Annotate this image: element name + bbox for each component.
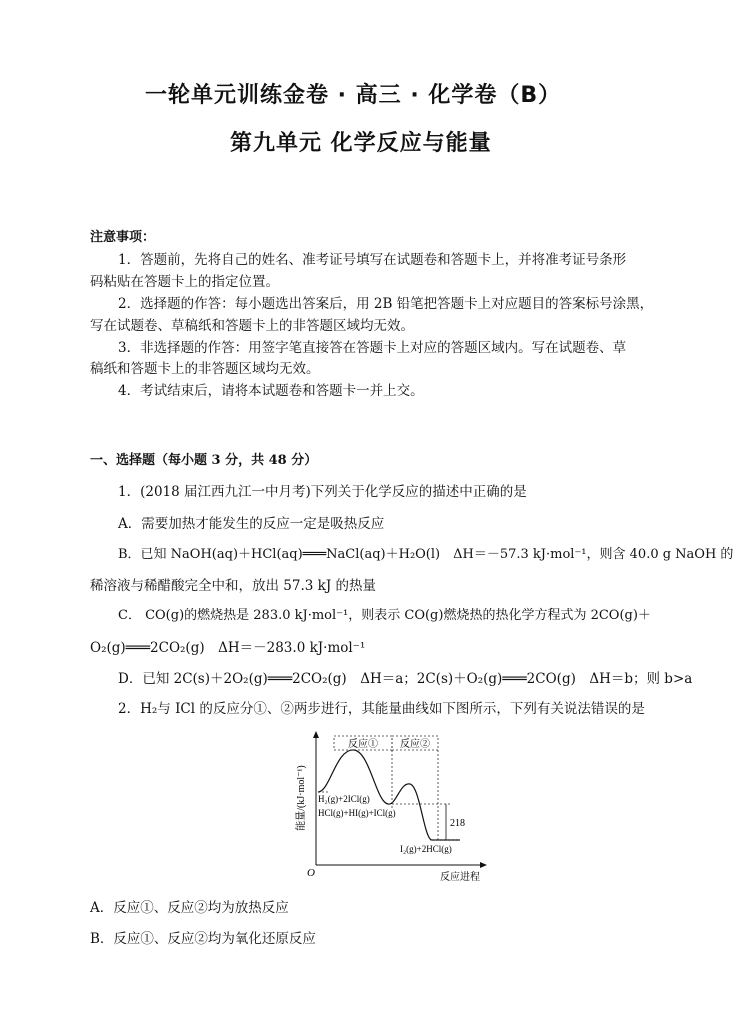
page-title: 一轮单元训练金卷 · 高三 · 化学卷（B） <box>145 83 562 108</box>
notes-heading: 注意事项： <box>90 230 156 245</box>
level2-label: HCl(g)+HI(g)+ICl(g) <box>318 808 396 818</box>
level3-label: I₂(g)+2HCl(g) <box>400 844 452 854</box>
note-line-4: 写在试题卷、草稿纸和答题卡上的非答题区域均无效。 <box>90 318 414 334</box>
q1-option-b-line2: 稀溶液与稀醋酸完全中和，放出 57.3 kJ 的热量 <box>90 578 377 594</box>
y-axis-label: 能量/(kJ·mol⁻¹) <box>296 765 307 831</box>
note-line-6: 稿纸和答题卡上的非答题区域均无效。 <box>90 361 320 377</box>
note-line-7: 4．考试结束后，请将本试题卷和答题卡一并上交。 <box>118 383 424 399</box>
q1-option-d: D．已知 2C(s)＋2O₂(g)═══2CO₂(g) ΔH＝a；2C(s)＋O₂(g)═══2CO(g) ΔH＝b；则 b>a <box>118 671 693 687</box>
step2-label: 反应② <box>400 739 430 750</box>
origin-label: O <box>307 867 315 879</box>
level1-label: H₂(g)+2ICl(g) <box>318 794 370 804</box>
unit-title: 第九单元 化学反应与能量 <box>230 131 492 156</box>
delta-label: 218 <box>450 818 465 829</box>
q2-option-a: A．反应①、反应②均为放热反应 <box>90 900 289 916</box>
step1-label: 反应① <box>348 739 378 750</box>
q1-option-c-line2: O₂(g)═══2CO₂(g) ΔH＝－283.0 kJ·mol⁻¹ <box>90 640 366 656</box>
x-axis-label: 反应进程 <box>440 872 480 883</box>
q1-option-a: A．需要加热才能发生的反应一定是吸热反应 <box>118 516 385 532</box>
note-line-5: 3．非选择题的作答：用签字笔直接答在答题卡上对应的答题区域内。写在试题卷、草 <box>118 340 627 356</box>
note-line-2: 码粘贴在答题卡上的指定位置。 <box>90 274 279 290</box>
note-line-1: 1．答题前，先将自己的姓名、准考证号填写在试题卷和答题卡上，并将准考证号条形 <box>118 252 627 268</box>
energy-diagram <box>290 728 490 888</box>
q2-stem: 2．H₂与 ICl 的反应分①、②两步进行，其能量曲线如下图所示，下列有关说法错误的是 <box>118 701 645 717</box>
q2-option-b: B．反应①、反应②均为氧化还原反应 <box>90 931 316 947</box>
section-heading: 一、选择题（每小题 3 分，共 48 分） <box>90 453 318 468</box>
q1-stem: 1．(2018 届江西九江一中月考)下列关于化学反应的描述中正确的是 <box>118 484 527 500</box>
q1-option-c-line1: C． CO(g)的燃烧热是 283.0 kJ·mol⁻¹，则表示 CO(g)燃烧热的热化学方程式为 2CO(g)＋ <box>118 608 651 623</box>
x-axis-arrow <box>480 862 487 868</box>
q1-option-b-line1: B．已知 NaOH(aq)＋HCl(aq)═══NaCl(aq)＋H₂O(l) ΔH＝－57.3 kJ·mol⁻¹，则含 40.0 g NaOH 的 <box>118 547 734 562</box>
note-line-3: 2．选择题的作答：每小题选出答案后，用 2B 铅笔把答题卡上对应题目的答案标号涂黑， <box>118 296 654 312</box>
y-axis-arrow <box>313 731 319 738</box>
